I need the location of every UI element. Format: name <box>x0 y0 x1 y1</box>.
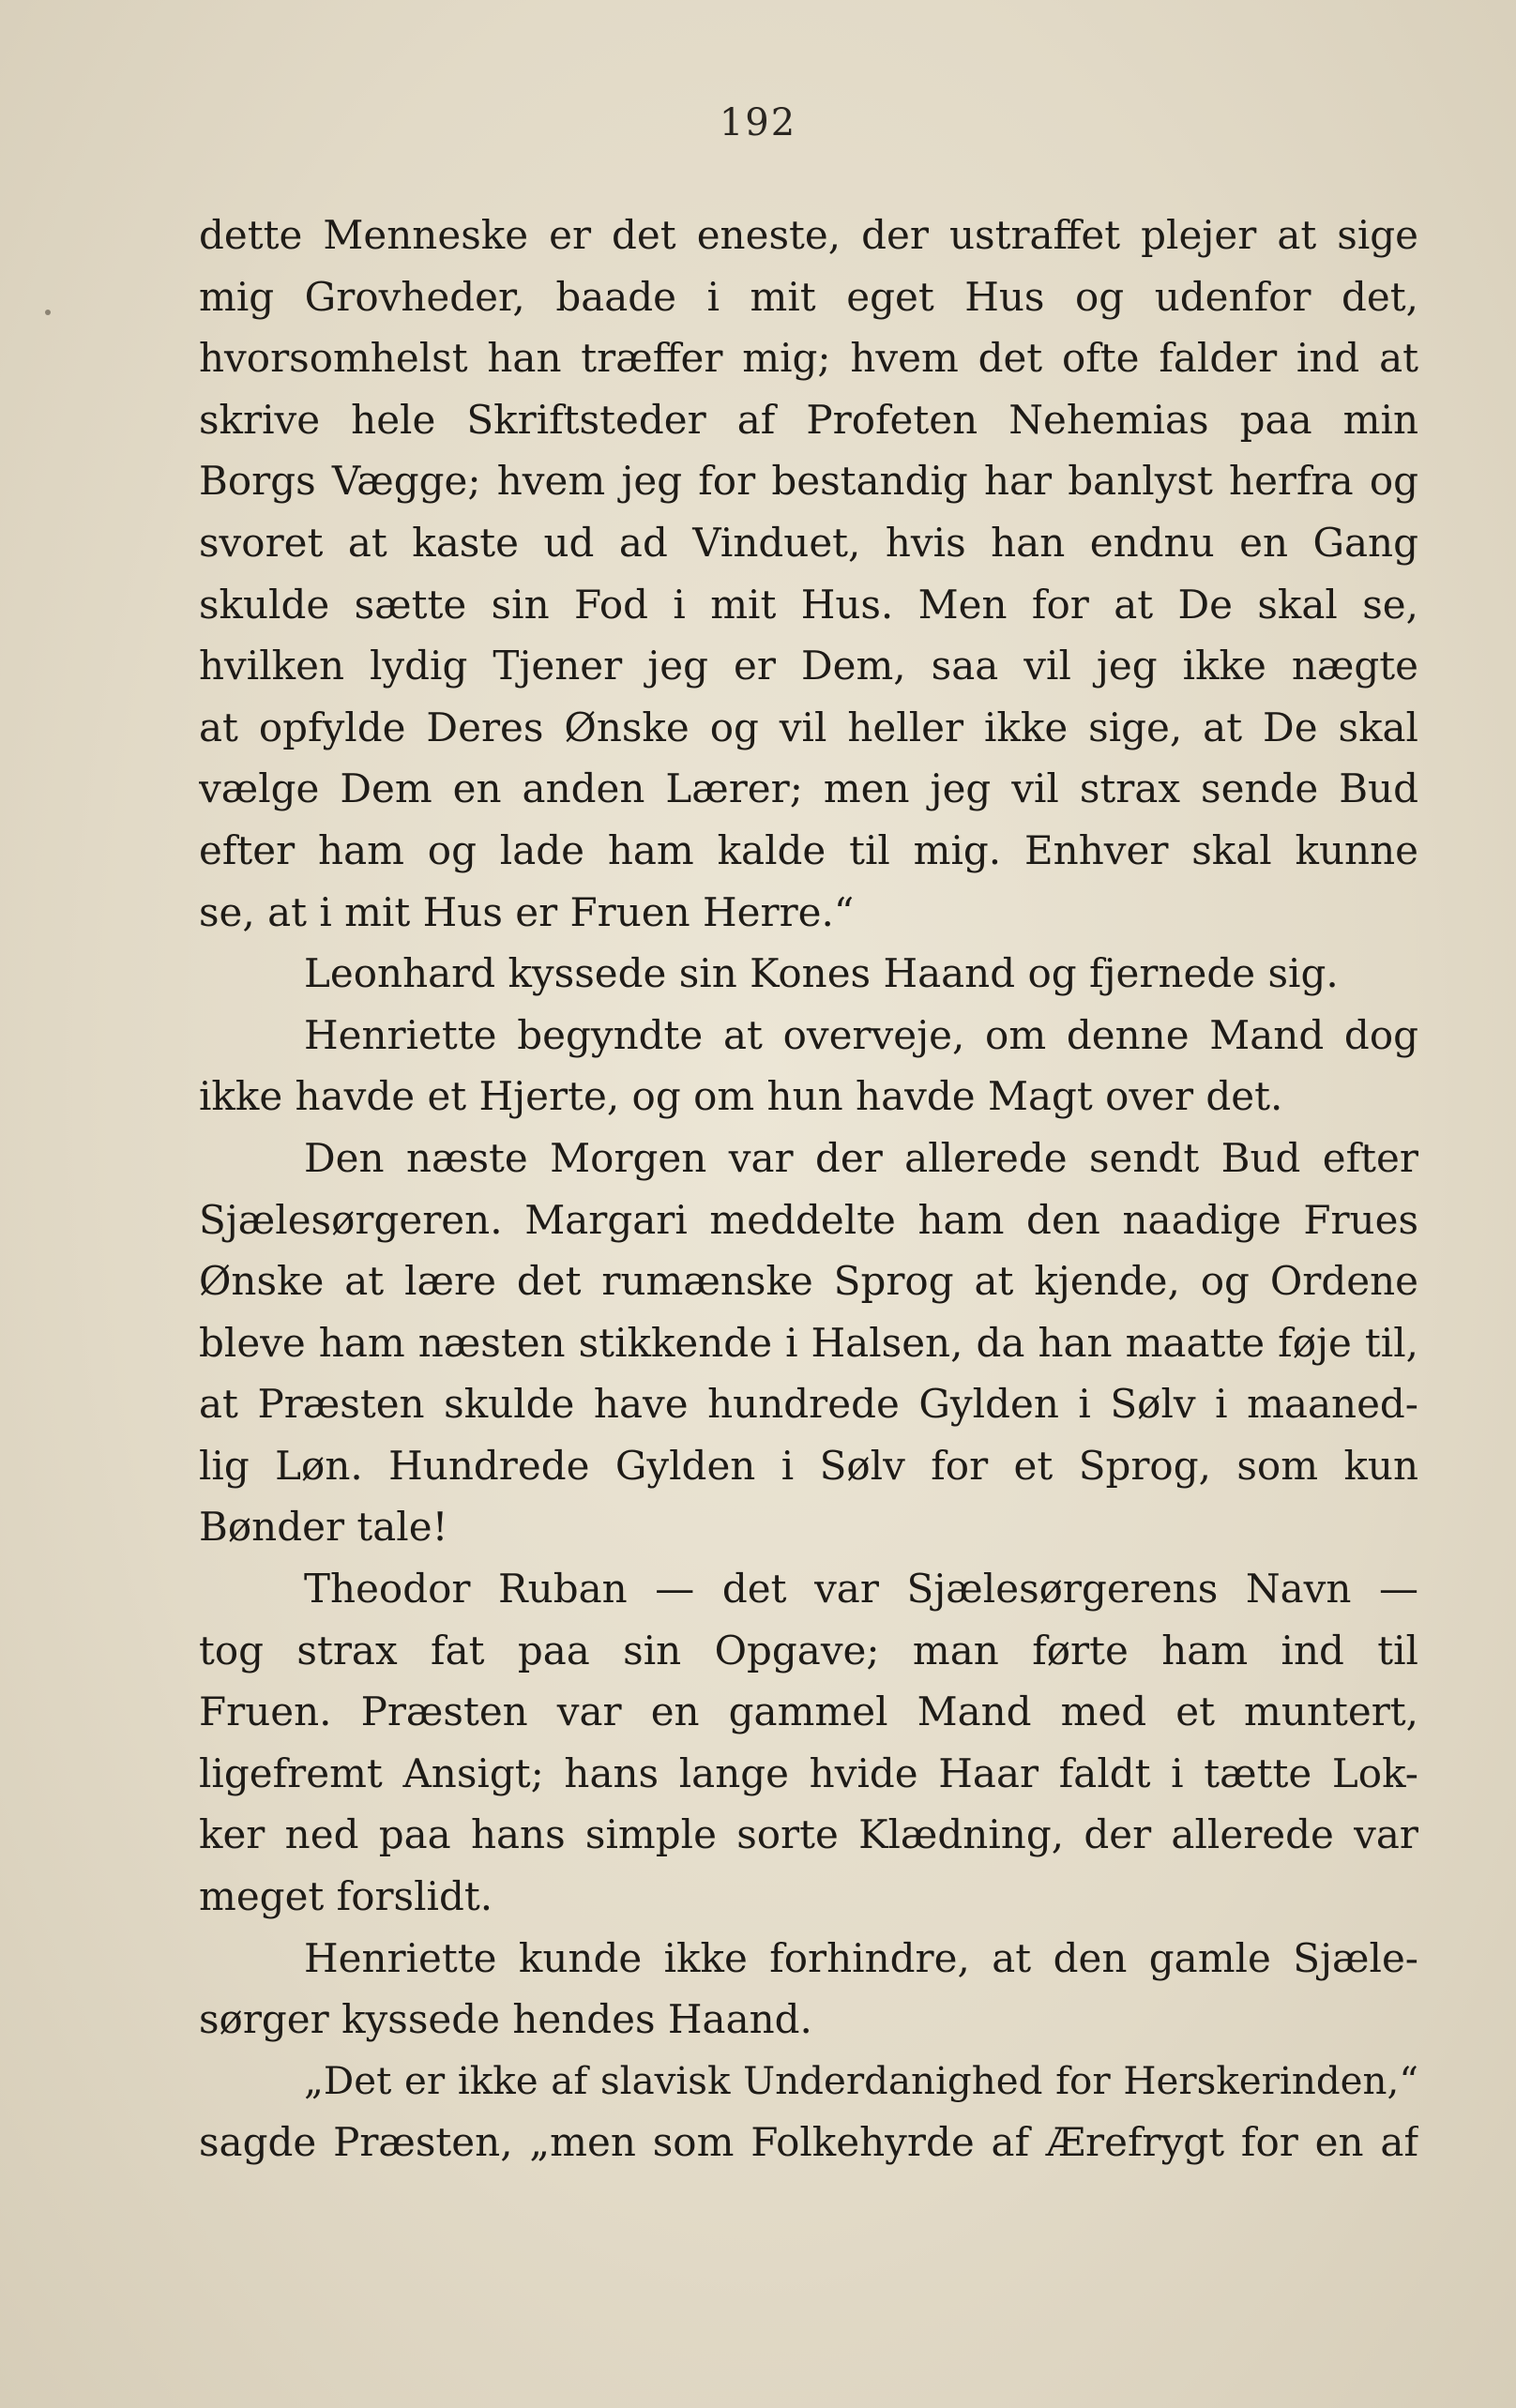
text-line: ligefremt Ansigt; hans lange hvide Haar faldt i tætte Lok- <box>199 1749 1418 1796</box>
text-line: Leonhard kyssede sin Kones Haand og fjernede sig. <box>304 950 1339 997</box>
text-line: ikke havde et Hjerte, og om hun havde Magt over det. <box>199 1073 1283 1120</box>
paper-spot <box>45 310 51 315</box>
text-line: Ønske at lære det rumænske Sprog at kjende, og Ordene <box>199 1258 1418 1305</box>
text-line: lig Løn. Hundrede Gylden i Sølv for et Sprog, som kun <box>199 1442 1418 1489</box>
text-line: at opfylde Deres Ønske og vil heller ikke sige, at De skal <box>199 704 1418 750</box>
text-line: svoret at kaste ud ad Vinduet, hvis han endnu en Gang <box>199 519 1418 566</box>
text-line: bleve ham næsten stikkende i Halsen, da han maatte føje til, <box>199 1319 1418 1366</box>
text-line: dette Menneske er det eneste, der ustraffet plejer at sige <box>199 212 1418 258</box>
text-line: ker ned paa hans simple sorte Klædning, der allerede var <box>199 1811 1418 1858</box>
text-line: mig Grovheder, baade i mit eget Hus og udenfor det, <box>199 273 1418 320</box>
text-line: vælge Dem en anden Lærer; men jeg vil strax sende Bud <box>199 765 1418 812</box>
text-line: Henriette begyndte at overveje, om denne Mand dog <box>304 1011 1418 1058</box>
page-number: 192 <box>719 101 797 144</box>
text-line: Bønder tale! <box>199 1504 448 1551</box>
text-line: Fruen. Præsten var en gammel Mand med et muntert, <box>199 1689 1418 1735</box>
text-line: Borgs Vægge; hvem jeg for bestandig har banlyst herfra og <box>199 458 1418 505</box>
text-line: skrive hele Skriftsteder af Profeten Nehemias paa min <box>199 396 1418 443</box>
text-line: tog strax fat paa sin Opgave; man førte ham ind til <box>199 1627 1418 1673</box>
text-line: at Præsten skulde have hundrede Gylden i Sølv i maaned- <box>199 1381 1418 1428</box>
text-line: hvorsomhelst han træffer mig; hvem det ofte falder ind at <box>199 335 1418 382</box>
text-line: Den næste Morgen var der allerede sendt Bud efter <box>304 1134 1418 1181</box>
text-line: meget forslidt. <box>199 1873 493 1920</box>
text-line: „Det er ikke af slavisk Underdanighed for Herskerinden,“ <box>304 2058 1418 2103</box>
text-line: Sjælesørgeren. Margari meddelte ham den naadige Frues <box>199 1196 1418 1243</box>
text-line: sørger kyssede hendes Haand. <box>199 1996 812 2043</box>
text-line: se, at i mit Hus er Fruen Herre.“ <box>199 888 855 935</box>
text-line: hvilken lydig Tjener jeg er Dem, saa vil jeg ikke nægte <box>199 643 1418 689</box>
text-line: Henriette kunde ikke forhindre, at den gamle Sjæle- <box>304 1934 1418 1981</box>
text-line: efter ham og lade ham kalde til mig. Enhver skal kunne <box>199 826 1418 873</box>
text-line: Theodor Ruban — det var Sjælesørgerens Navn — <box>304 1566 1418 1613</box>
text-line: skulde sætte sin Fod i mit Hus. Men for at De skal se, <box>199 581 1418 628</box>
text-line: sagde Præsten, „men som Folkehyrde af Ærefrygt for en af <box>199 2119 1418 2166</box>
body-text <box>199 204 1418 2173</box>
